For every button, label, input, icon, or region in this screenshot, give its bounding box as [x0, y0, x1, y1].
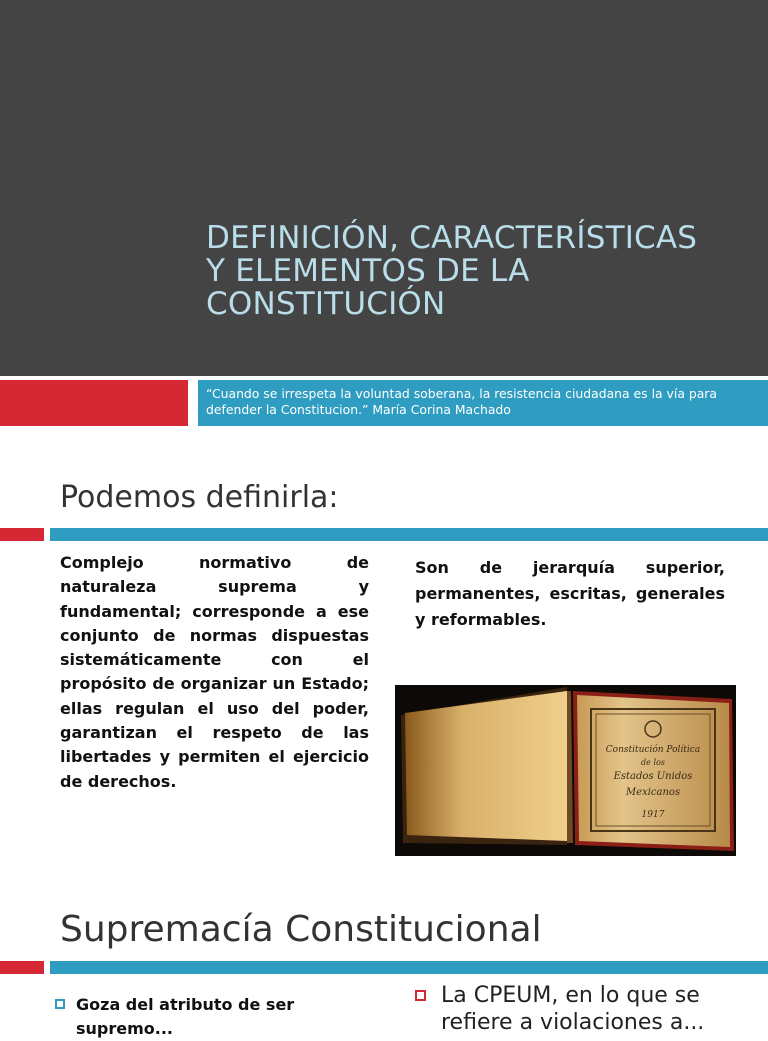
book-label-line-3: Estados Unidos — [613, 771, 693, 782]
title-accent-red-bar — [0, 380, 188, 426]
slide-title-line-3: CONSTITUCIÓN — [206, 286, 446, 322]
book-label-line-4: Mexicanos — [625, 787, 681, 798]
subtitle-quote: “Cuando se irrespeta la voluntad soberana, la resistencia ciudadana es la vía para defender la Constitucion.” María Corina Machado — [206, 386, 717, 417]
definition-text: Complejo normativo de naturaleza suprema y fundamental; corresponde a ese conjunto de normas dispuestas sistemáticamente con el propósito de organizar un Estado; ellas regulan el uso del poder, garantizan el respeto de las libertades y permiten el ejercicio de derechos. — [60, 553, 369, 791]
square-bullet-icon — [55, 999, 65, 1009]
supremacy-bullet-right: La CPEUM, en lo que se refiere a violaciones a... — [441, 983, 705, 1035]
book-label-line-5: 1917 — [641, 810, 665, 820]
heading-accent-blue-bar — [50, 528, 768, 541]
supremacy-heading: Supremacía Constitucional — [60, 909, 542, 950]
heading-accent-blue-bar-2 — [50, 961, 768, 974]
book-label-line-1: Constitución Política — [605, 745, 701, 755]
slide-title-line-1: DEFINICIÓN, CARACTERÍSTICAS — [206, 220, 698, 256]
slide-title — [206, 222, 746, 321]
supremacy-bullet-left: Goza del atributo de ser supremo... — [76, 995, 295, 1038]
definition-heading: Podemos definirla: — [60, 480, 339, 515]
heading-accent-red-bar-2 — [0, 961, 44, 974]
characteristics-text: Son de jerarquía superior, permanentes, escritas, generales y reformables. — [415, 558, 725, 629]
square-bullet-icon-red — [415, 990, 426, 1001]
heading-accent-red-bar — [0, 528, 44, 541]
slide-title-line-2: Y ELEMENTOS DE LA — [206, 253, 530, 289]
constitution-book-photo — [395, 685, 736, 856]
book-label-line-2: de los — [641, 758, 665, 767]
